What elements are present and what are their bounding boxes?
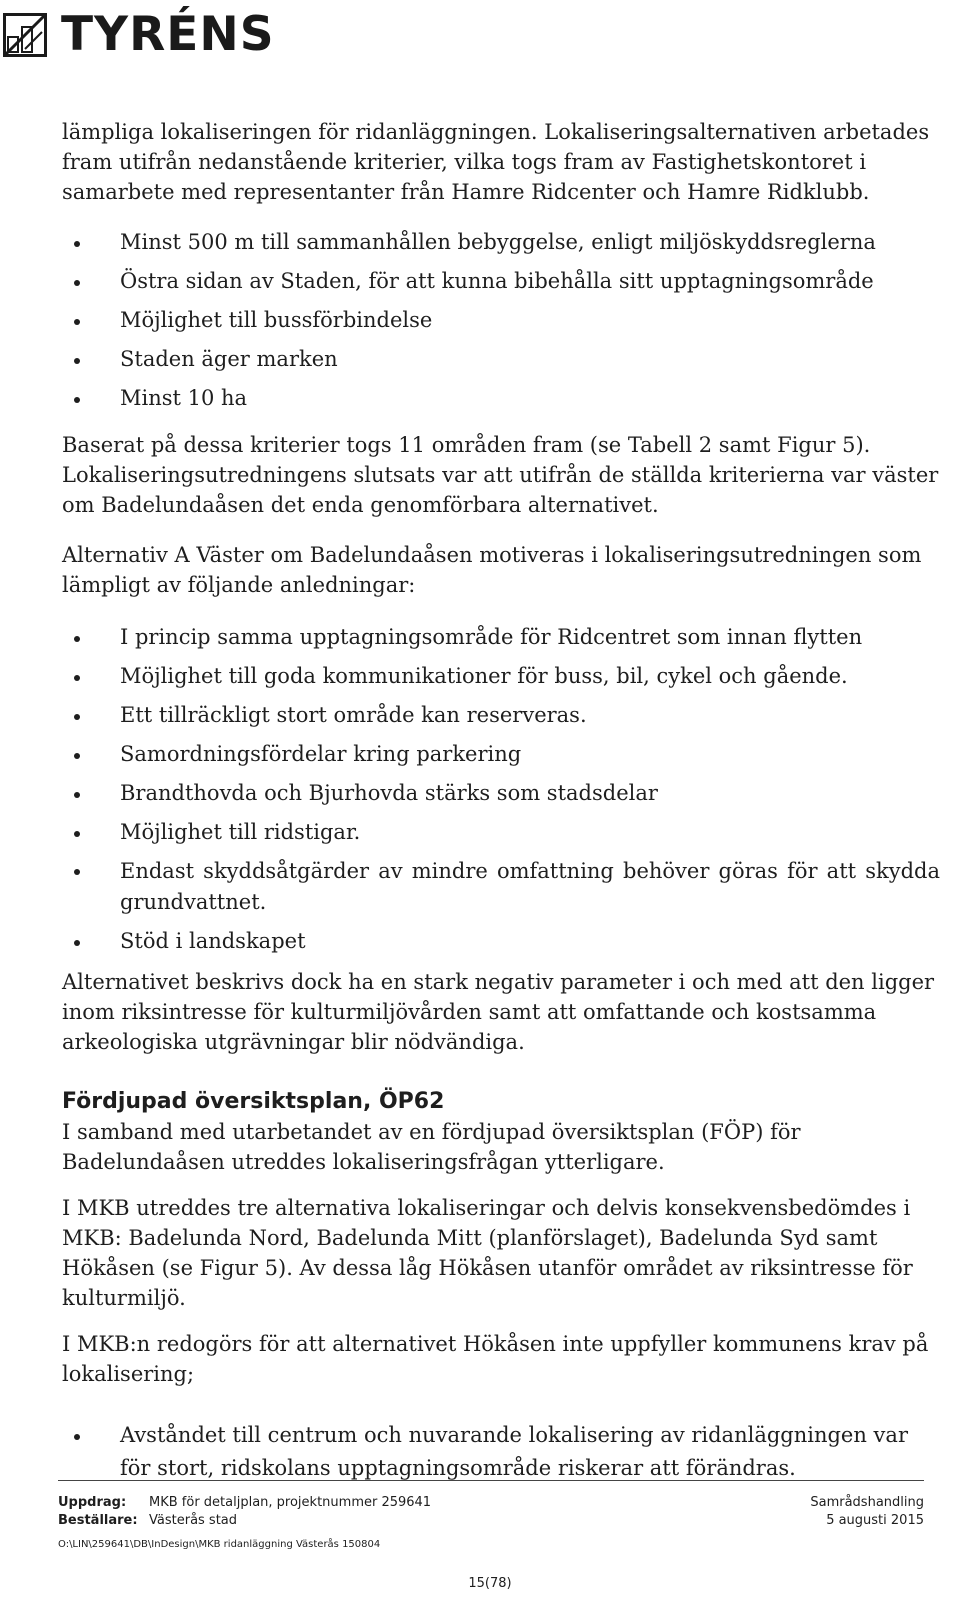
alt-a-intro-paragraph: Alternativ A Väster om Badelundaåsen motiveras i lokaliseringsutredningen som lämpligt av följande anledningar: <box>62 543 922 597</box>
list-item: Östra sidan av Staden, för att kunna bibehålla sitt upptagningsområde <box>62 262 940 301</box>
hokasen-list <box>62 1419 940 1485</box>
mkb-paragraph: I MKB utreddes tre alternativa lokaliseringar och delvis konsekvensbedömdes i MKB: Badelunda Nord, Badelunda Mitt (planförslaget), Badelunda Syd samt Hökåsen (se Figur 5). Av dessa låg Hökåsen utanför området av riksintresse för kulturmiljö. <box>62 1196 913 1310</box>
list-item: Möjlighet till bussförbindelse <box>62 301 940 340</box>
document-body <box>62 117 940 1485</box>
company-logo <box>3 7 275 62</box>
page-number: 15(78) <box>468 1576 512 1591</box>
reasons-list <box>62 618 940 961</box>
list-item: Samordningsfördelar kring parkering <box>62 735 940 774</box>
list-item: Staden äger marken <box>62 340 940 379</box>
tyrens-logo-icon <box>3 13 47 57</box>
list-item: Avståndet till centrum och nuvarande lokalisering av ridanläggningen var för stort, ridskolans upptagningsområde riskerar att förändras. <box>62 1419 940 1485</box>
list-item: Möjlighet till ridstigar. <box>62 813 940 852</box>
list-item: Minst 500 m till sammanhållen bebyggelse, enligt miljöskyddsreglerna <box>62 223 940 262</box>
criteria-result-paragraph: Baserat på dessa kriterier togs 11 områden fram (se Tabell 2 samt Figur 5). Lokaliseringsutredningens slutsats var att utifrån de ställda kriterierna var väster om Badelundaåsen det enda genomförbara alternativet. <box>62 433 939 517</box>
criteria-list <box>62 223 940 418</box>
list-item: Minst 10 ha <box>62 379 940 418</box>
section-heading: Fördjupad översiktsplan, ÖP62 <box>62 1089 445 1114</box>
intro-paragraph: lämpliga lokaliseringen för ridanläggningen. Lokaliseringsalternativen arbetades fram utifrån nedanstående kriterier, vilka togs fram av Fastighetskontoret i samarbete med representanter från Hamre Ridcenter och Hamre Ridklubb. <box>62 120 930 204</box>
list-item: I princip samma upptagningsområde för Ridcentret som innan flytten <box>62 618 940 657</box>
document-status: Samrådshandling <box>810 1495 924 1510</box>
bestallare-value: Västerås stad <box>149 1513 238 1528</box>
logo-text: TYRÉNS <box>61 7 275 62</box>
uppdrag-value: MKB för detaljplan, projektnummer 259641 <box>149 1495 432 1510</box>
uppdrag-label: Uppdrag: <box>58 1495 127 1510</box>
list-item: Ett tillräckligt stort område kan reserveras. <box>62 696 940 735</box>
list-item: Brandthovda och Bjurhovda stärks som stadsdelar <box>62 774 940 813</box>
document-date: 5 augusti 2015 <box>826 1513 924 1528</box>
foep-paragraph: I samband med utarbetandet av en fördjupad översiktsplan (FÖP) för Badelundaåsen utreddes lokaliseringsfrågan ytterligare. <box>62 1120 801 1174</box>
footer-divider <box>58 1480 924 1481</box>
list-item: Stöd i landskapet <box>62 922 940 961</box>
list-item: Endast skyddsåtgärder av mindre omfattning behöver göras för att skydda grundvattnet. <box>62 852 940 922</box>
list-item: Möjlighet till goda kommunikationer för buss, bil, cykel och gående. <box>62 657 940 696</box>
negative-paragraph: Alternativet beskrivs dock ha en stark negativ parameter i och med att den ligger inom riksintresse för kulturmiljövården samt att omfattande och kostsamma arkeologiska utgrävningar blir nödvändiga. <box>62 970 935 1054</box>
bestallare-label: Beställare: <box>58 1513 138 1528</box>
hokasen-paragraph: I MKB:n redogörs för att alternativet Hökåsen inte uppfyller kommunens krav på lokalisering; <box>62 1332 929 1386</box>
file-path: O:\LIN\259641\DB\InDesign\MKB ridanläggning Västerås 150804 <box>58 1539 381 1550</box>
page-footer <box>58 1494 924 1552</box>
